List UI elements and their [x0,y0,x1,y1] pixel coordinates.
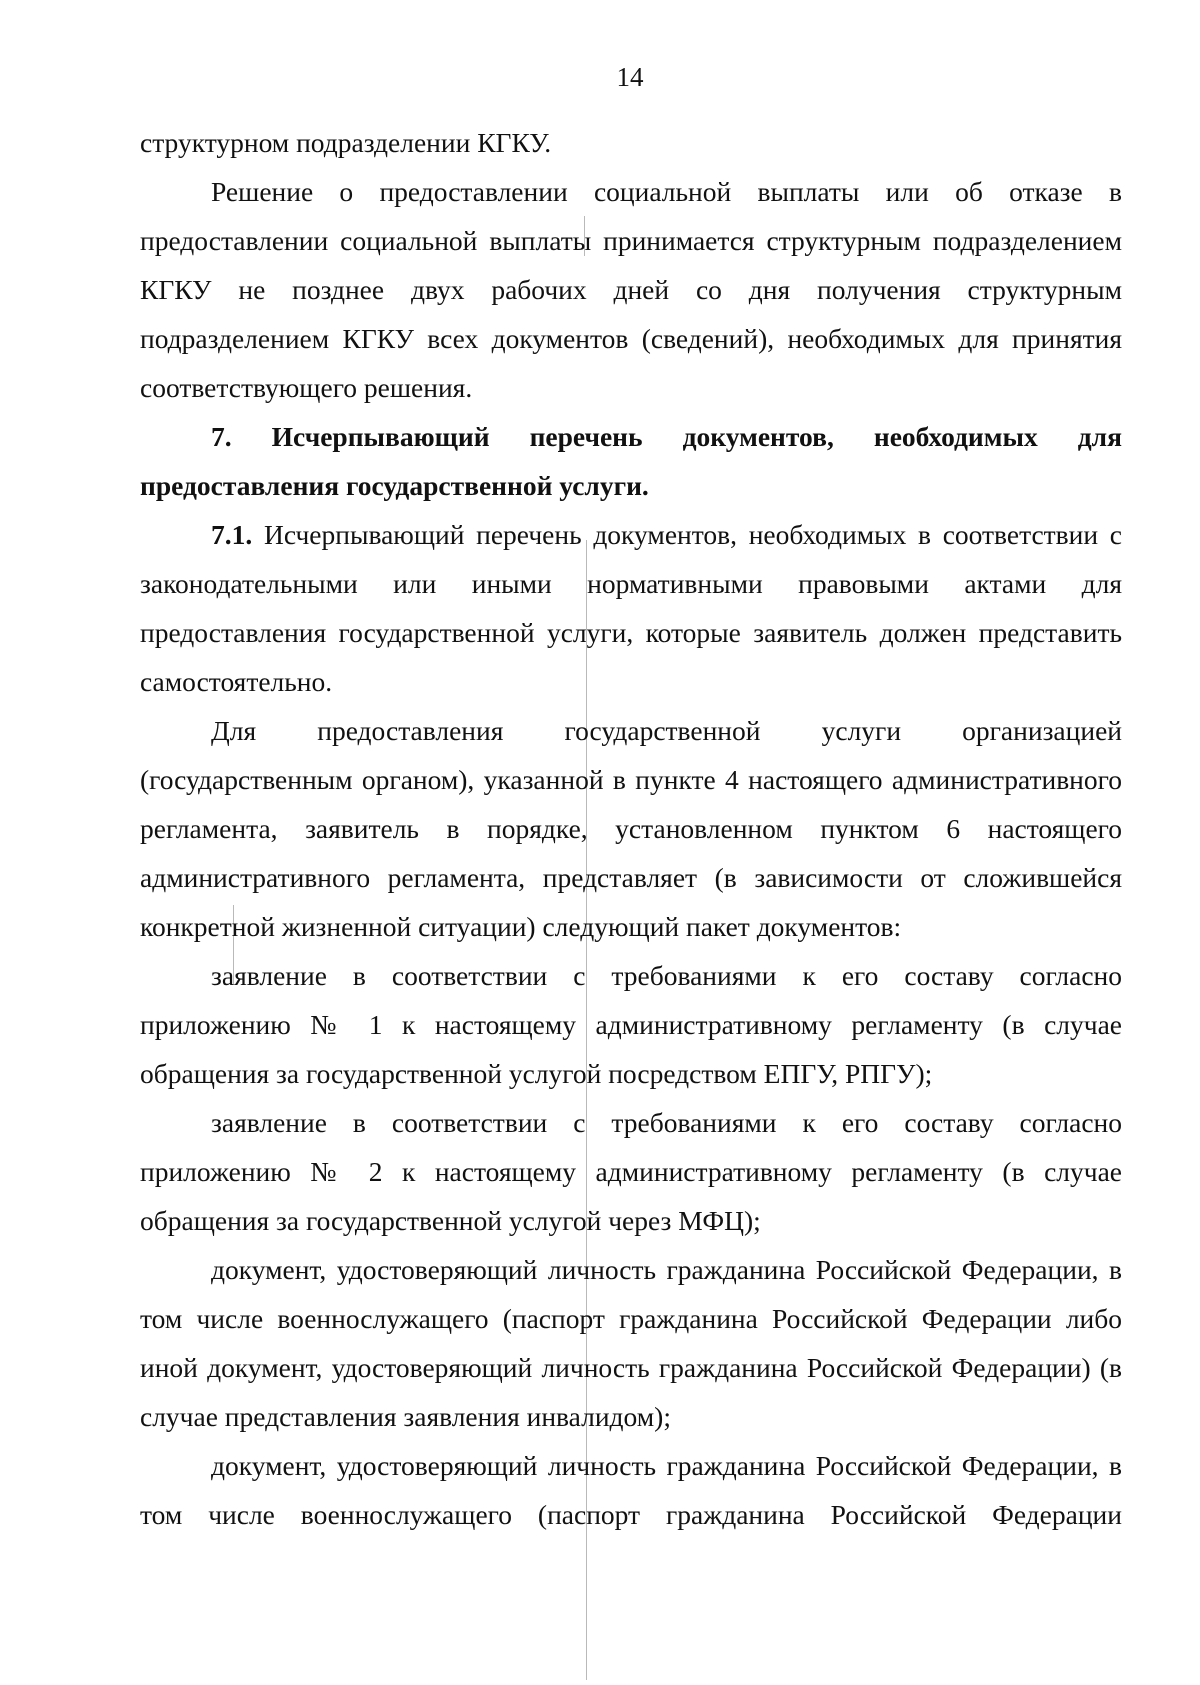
paragraph-continuation [140,118,1122,167]
list-item-application-2 [140,1098,1122,1245]
paragraph-text: структурном подразделении КГКУ. [140,127,552,158]
heading-text: 7. Исчерпывающий перечень документов, необходимых для предоставления государственной услуги. [140,421,1122,501]
paragraph-text: Исчерпывающий перечень документов, необходимых в соответствии с законодательными или иными нормативными правовыми актами для предоставления государственной услуги, которые заявитель должен представить самостоятельно. [140,519,1122,697]
list-item-identity-document-1 [140,1245,1122,1441]
paragraph-text: заявление в соответствии с требованиями к его составу согласно приложению № 1 к настоящему административному регламенту (в случае обращения за государственной услугой посредством ЕПГУ, РПГУ); [140,960,1122,1089]
paragraph-text: заявление в соответствии с требованиями к его составу согласно приложению № 2 к настоящему административному регламенту (в случае обращения за государственной услугой через МФЦ); [140,1107,1122,1236]
paragraph-text: Решение о предоставлении социальной выплаты или об отказе в предоставлении социальной выплаты принимается структурным подразделением КГКУ не позднее двух рабочих дней со дня получения структурным подразделением КГКУ всех документов (сведений), необходимых для принятия соответствующего решения. [140,176,1122,403]
page-number: 14 [616,62,644,92]
section-heading [140,412,1122,510]
clause-number: 7.1. [211,519,253,550]
document-body [140,118,1122,1539]
paragraph-text: документ, удостоверяющий личность гражданина Российской Федерации, в том числе военнослужащего (паспорт гражданина Российской Федерации либо иной документ, удостоверяющий личность гражданина Российской Федерации) (в случае представления заявления инвалидом); [140,1254,1122,1432]
paragraph-decision [140,167,1122,412]
paragraph-documents-intro [140,706,1122,951]
paragraph-text: документ, удостоверяющий личность гражданина Российской Федерации, в том числе военнослужащего (паспорт гражданина Российской Федерации [140,1450,1122,1530]
paragraph-text: Для предоставления государственной услуги организацией (государственным органом), указанной в пункте 4 настоящего административного регламента, заявитель в порядке, установленном пунктом 6 настоящего административного регламента, представляет (в зависимости от сложившейся конкретной жизненной ситуации) следующий пакет документов: [140,715,1122,942]
list-item-identity-document-2 [140,1441,1122,1539]
list-item-application-1 [140,951,1122,1098]
paragraph-7-1 [140,510,1122,706]
